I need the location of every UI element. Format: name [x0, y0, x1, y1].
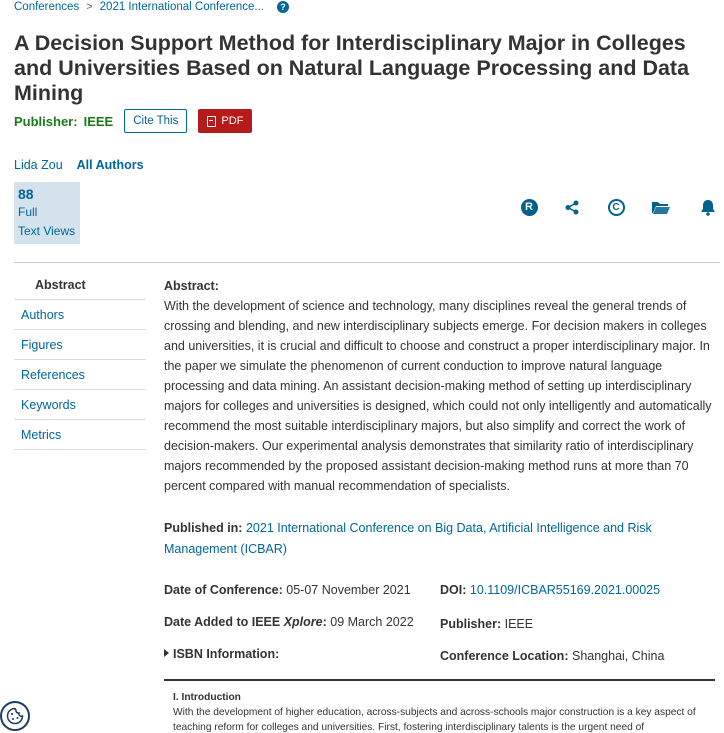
breadcrumb	[14, 1, 289, 13]
date-of-conference-value: 05-07 November 2021	[286, 583, 411, 597]
page-title: A Decision Support Method for Interdisciplinary Major in Colleges and Universities Based on Natural Language Processing and Data Mining	[14, 31, 690, 105]
nav-item-authors[interactable]: Authors	[14, 300, 146, 330]
introduction-preview	[164, 679, 715, 733]
introduction-text: With the development of higher education, across-subjects and across-schools major construction is a key aspect of teaching reform for colleges and universities. First, fostering interdisciplinary talents is the urgent need of	[173, 707, 696, 733]
doi-label: DOI:	[440, 583, 467, 597]
conference-location	[440, 649, 664, 663]
breadcrumb-separator: >	[86, 1, 93, 13]
nav-item-abstract[interactable]: Abstract	[14, 270, 146, 300]
all-authors-link[interactable]: All Authors	[76, 158, 144, 172]
date-added-label-prefix: Date Added to IEEE	[164, 615, 284, 629]
help-icon[interactable]: ?	[277, 1, 289, 13]
author-link[interactable]: Lida Zou	[14, 158, 63, 172]
nav-item-metrics[interactable]: Metrics	[14, 420, 146, 450]
conference-location-label: Conference Location:	[440, 649, 569, 663]
document-sections-nav	[14, 270, 146, 450]
isbn-label: ISBN Information:	[173, 647, 280, 661]
publisher-value: IEEE	[83, 113, 114, 129]
publisher-row	[14, 109, 252, 133]
nav-item-figures[interactable]: Figures	[14, 330, 146, 360]
pdf-button[interactable]	[198, 109, 252, 133]
authors-row	[14, 158, 144, 172]
breadcrumb-conferences[interactable]: Conferences	[14, 1, 80, 13]
copyright-icon[interactable]: C	[606, 196, 626, 218]
full-text-views-box[interactable]	[14, 182, 80, 244]
views-label-line2: Text Views	[18, 224, 76, 238]
breadcrumb-conference-name[interactable]: 2021 International Conference...	[99, 1, 264, 13]
introduction-heading: I. Introduction	[173, 692, 241, 703]
action-icons	[519, 196, 719, 218]
views-label-line1: Full	[18, 205, 38, 219]
rights-icon[interactable]: R	[519, 196, 539, 218]
publisher-label: Publisher:	[14, 113, 78, 129]
meta-publisher	[440, 617, 533, 631]
published-in-link[interactable]: 2021 International Conference on Big Data, Artificial Intelligence and Risk Management (ICBAR)	[164, 521, 652, 556]
published-in-label: Published in:	[164, 521, 243, 535]
cookie-preferences-button[interactable]	[0, 701, 30, 731]
pdf-button-label: PDF	[221, 115, 244, 127]
doi-link[interactable]: 10.1109/ICBAR55169.2021.00025	[469, 583, 661, 597]
date-added-label-italic: Xplore	[283, 615, 323, 629]
isbn-information-toggle[interactable]	[164, 647, 279, 661]
views-count: 88	[18, 186, 34, 202]
abstract-label: Abstract:	[164, 279, 219, 293]
abstract-text: With the development of science and technology, many disciplines reveal the general trends of crossing and blending, and new interdisciplinary subjects emerge. For decision makers in colleges and universities, it is crucial and difficult to choose and construct a proper interdisciplinary major. In the paper we simulate the phenomenon of current conduction to improve natural language processing and data mining. An assistant decision-making method of setting up interdisciplinary majors for colleges and universities is designed, which could not only intelligently and automatically recommend the most suitable interdisciplinary majors, but also simplify and correct the work of decision-makers. Our experimental analysis demonstrates that similarity ratio of interdisciplinary majors recommended by the proposed assistant decision-making method runs at more than 70 percent compared with manual recommendation of specialists.	[164, 299, 712, 493]
pdf-file-icon	[207, 116, 216, 127]
published-in	[164, 518, 716, 559]
date-added-value: 09 March 2022	[330, 615, 414, 629]
nav-item-references[interactable]: References	[14, 360, 146, 390]
divider	[14, 262, 720, 263]
doi	[440, 583, 660, 597]
meta-publisher-label: Publisher:	[440, 617, 502, 631]
folder-icon[interactable]	[651, 196, 671, 218]
cookie-icon	[6, 707, 24, 725]
share-icon[interactable]	[562, 196, 582, 218]
caret-right-icon	[164, 649, 169, 657]
date-added	[164, 615, 414, 629]
cite-this-button[interactable]: Cite This	[124, 109, 187, 133]
alert-bell-icon[interactable]	[698, 196, 718, 218]
meta-publisher-value: IEEE	[504, 617, 534, 631]
conference-location-value: Shanghai, China	[571, 649, 665, 663]
date-of-conference-label: Date of Conference:	[164, 583, 283, 597]
date-added-label-suffix: :	[322, 615, 327, 629]
nav-item-keywords[interactable]: Keywords	[14, 390, 146, 420]
date-of-conference	[164, 583, 411, 597]
abstract-section	[164, 276, 716, 496]
